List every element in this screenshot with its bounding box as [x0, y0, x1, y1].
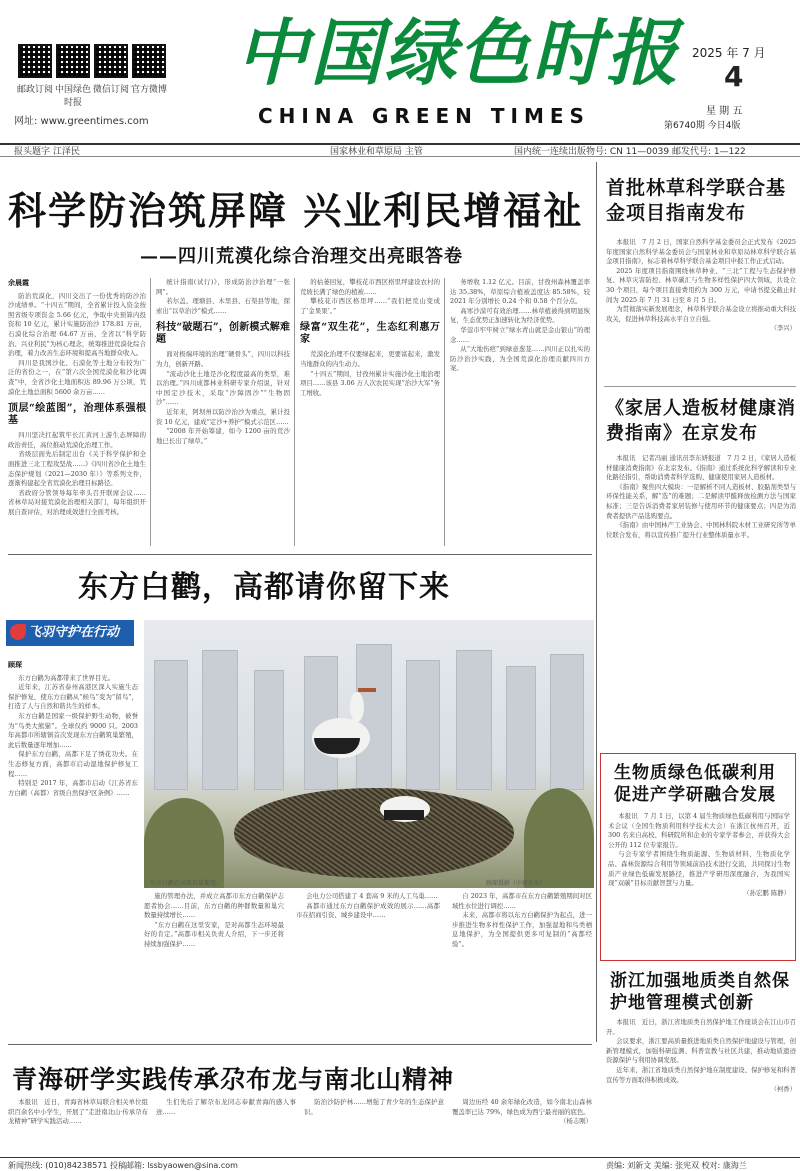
- paragraph: 若尔盖、理塘县、木里县、石渠县等地，探索出“以草治沙”模式……: [156, 297, 290, 315]
- paragraph: 的枯萎回复，攀枝花市西区格里坪建设农村的荒坡长满了绿色的植被……: [300, 278, 440, 296]
- paragraph: 近年来，浙江省地质类自然保护地在制度建设、保护修复和科普宣传等方面取得积极成效。: [606, 1065, 796, 1084]
- paragraph: 周边历经 40 余年绿化改造，如今南北山森林覆盖率已达 79%，绿色成为西宁最亮丽的底色。: [452, 1098, 592, 1116]
- bird-logo-icon: [10, 624, 26, 640]
- paragraph: 攀枝花市西区格里坪……“我们把荒山变成了‘金果果’。”: [300, 297, 440, 315]
- paragraph: 本报讯 近日，浙江省地质类自然保护地工作座谈会在江山市召开。: [606, 1018, 796, 1036]
- qr-code-wechat: [94, 44, 128, 78]
- story-credit: （孙宏鹏 陈静）: [743, 888, 790, 897]
- lead-byline: 余晨霞: [8, 278, 29, 287]
- paragraph: 东方白鹳为高都带来了世界目光。: [18, 673, 115, 682]
- paragraph: 东方白鹳是国家一级保护野生动物，被誉为“鸟类大熊猫”。全球仅约 9000 只。2003 年高都市所辖镇首次发现东方白鹳筑巢繁殖，此后数量逐年增加……: [8, 711, 138, 749]
- date-day: 4: [724, 60, 744, 93]
- qr-code-postal: [18, 44, 52, 78]
- qr-label: 邮政订阅: [16, 85, 53, 95]
- date-weekday: 星 期 五: [706, 106, 743, 117]
- feature-kicker: [6, 620, 134, 646]
- story-body: [608, 812, 790, 956]
- paragraph: 《指南》聚焦四大模块：一是解析不同人造板材、胶黏剂类型与环保性能关系，解“选”的难题；二是解读甲醛释放检测方法与国家标准；三是告诉消费者家居装修与使用环节的健康要点；四是为消费者提供产品选购要点。: [606, 482, 796, 520]
- paragraph: 施的管理办法，并成立高都市东方白鹳保护志愿者协会……目前，东方白鹳的种群数量和巢穴数量持续增长……: [144, 892, 284, 920]
- section-subhead: 顶层“绘蓝图”，治理体系强根基: [8, 403, 146, 427]
- feature-byline: 顾琛: [8, 660, 22, 669]
- qr-label: 微信订阅: [92, 85, 129, 95]
- paragraph: 防治沙防护林……增强了青少年的生态保护意识。: [304, 1098, 444, 1116]
- paragraph: 四川是我国沙化、石漠化等土地分布较为广泛的省份之一，在“第六次全国荒漠化和沙化调查”中，全省沙化土地面积达 89.96 万公顷，荒漠化土地总面积 5600 余万亩……: [8, 358, 146, 396]
- story-headline: 浙江加强地质类自然保护地管理模式创新: [610, 971, 790, 1013]
- feature-headline: 东方白鹳，高都请你留下来: [78, 570, 450, 605]
- paragraph: 荒漠化治理不仅要绿起来，更要富起来，激发当地群众的内生动力。: [300, 350, 440, 368]
- paragraph: 省级层面先后制定出台《关于科学保护和全面推进三北工程攻坚战……》《四川省沙化土地生态保护规划（2021—2030 年）》等系列文件，逐渐构建起全省荒漠化治理目标路径。: [8, 450, 146, 488]
- photo-caption: 东方白鹳在高都筑巢繁殖。: [150, 880, 223, 887]
- feature-photo-storks: [144, 620, 594, 888]
- info-inscription: 报头题字 江泽民: [14, 147, 80, 157]
- paragraph: 与会专家学者围绕生物质能源、生物质材料、生物质化学品、森林资源综合利用等领域前沿技术进行交流，共同探讨生物质产业绿色低碳发展路径，推进产学研用深度融合，为我国实现“双碳”目标贡献智慧与力量。: [608, 850, 790, 888]
- story-body: [606, 454, 796, 744]
- paragraph: “东方白鹳在这里安家，是对高都生态环境最好的肯定。”高都市相关负责人介绍，下一步还将持续加强保护……: [144, 920, 284, 948]
- story-credit: （柯香）: [770, 1085, 796, 1094]
- newspaper-logo: [236, 6, 681, 128]
- paragraph: 防治荒漠化，四川交出了一份优秀的防沙治沙成绩单。“十四五”期间，全省累计投入资金按照省级专项资金 5.66 亿元，争取中央预算内投资和 10 亿元，累计实施防治沙 178.81 万亩，石漠化综合治理 64.67 万亩，全省以“科学防治、兴业利民”为核心理念，统筹推进荒漠化综合治理，着力改善生态环境和提高当地群众收入。: [8, 291, 146, 358]
- qr-label: 中国绿色时报: [54, 85, 91, 108]
- paragraph: 高都市通过东方白鹳保护成效的展示……高都市在招商引资、城乡建设中……: [296, 901, 440, 920]
- column-divider: [294, 278, 295, 546]
- column-divider: [444, 278, 445, 546]
- kicker-label: 飞羽守护在行动: [28, 625, 120, 640]
- bottom-column-1: [8, 1098, 148, 1154]
- story-body: [606, 238, 796, 386]
- lead-column-2: [156, 278, 290, 550]
- paragraph: 本报讯 近日，青海省林草局联合相关单位组织百余名中小学生，开展了“走进南北山·传承尕布龙精神”研学实践活动……: [8, 1098, 148, 1126]
- right-column-divider: [596, 162, 597, 1042]
- paragraph: 为贯彻落实新发展理念，林草科学联合基金设立将推动重大科技攻关，促进林草科技高水平自立自强。: [606, 305, 796, 323]
- section-divider: [8, 1044, 592, 1045]
- issue-date: [664, 44, 792, 131]
- story-body: [606, 1018, 796, 1154]
- section-subhead: 科技“破题石”，创新模式解难题: [156, 322, 290, 346]
- footer: [0, 1157, 800, 1171]
- footer-contact: 新闻热线: (010)84238571 投稿邮箱: lssbyaowen@sina.com: [8, 1161, 238, 1170]
- paragraph: 务增收 1.12 亿元。目前，甘孜州森林覆盖率达 35.38%，草原综合植被盖度达 85.58%，较 2021 年分别增长 0.24 个和 0.58 个百分点。: [450, 278, 590, 306]
- qr-code-weibo: [132, 44, 166, 78]
- lead-column-4: [450, 278, 590, 550]
- info-sponsor: 国家林业和草原局 主管: [330, 147, 423, 157]
- feature-column-1: [8, 660, 138, 1040]
- lead-column-3: [300, 278, 440, 550]
- paragraph: 面对极端环境的治理“硬骨头”，四川以科技为力，创新开路。: [156, 350, 290, 368]
- paragraph: 统计指南(试行)》，形成防治沙治理“一张网”。: [156, 278, 290, 296]
- section-subhead: 绿富“双生花”，生态红利惠万家: [300, 322, 440, 346]
- qr-label: 官方微博: [130, 85, 167, 95]
- feature-column-3: [296, 892, 440, 1042]
- paragraph: 本报讯 记者冯丽 通讯员李东妍报道 7 月 2 日，《家居人造板材健康消费指南》在北京发布。《指南》通过系统化科学解读和专业化路径指引，帮助消费者科学选购、健康使用家居人造板材。: [606, 454, 796, 482]
- bottom-column-3: [304, 1098, 444, 1154]
- photo-credit: 顾琛摄影（中新社发）: [486, 880, 547, 887]
- paragraph: 保护东方白鹳，高都下足了绣花功夫。在生态修复方面，高都市启动湿地保护修复工程……: [8, 750, 138, 778]
- lead-column-1: [8, 278, 146, 550]
- paragraph: “流动沙化土地是沙化程度最高的类型，难以治理。”四川成都林业科研专家介绍说，针对中国定沙技术，采取“沙障固沙”“生物固沙”……: [156, 369, 290, 407]
- bottom-column-4: [452, 1098, 592, 1154]
- story-headline: 《家居人造板材健康消费指南》在京发布: [606, 398, 796, 444]
- paragraph: 近年来，江苏省泰州高港区深入实施生态保护修复，使东方白鹳从“候鸟”变为“留鸟”，打造了人与自然和谐共生的样本。: [8, 683, 138, 711]
- paragraph: 特别是 2017 年，高都市启动《江苏省东方白鹳（高都）省级自然保护区条例》……: [8, 779, 138, 797]
- footer-editors: 责编: 刘新文 美编: 张宪双 校对: 康海兰: [606, 1161, 747, 1170]
- website-url[interactable]: 网址: www.greentimes.com: [14, 116, 149, 127]
- paragraph: 近年来，阿坝州以防沙治沙为重点，累计投资 10 亿元，建成“定沙+养护”模式示范区……: [156, 407, 290, 426]
- lead-subhead: ——四川荒漠化综合治理交出亮眼答卷: [140, 246, 463, 267]
- bottom-headline: 青海研学实践传承尕布龙与南北山精神: [12, 1065, 455, 1094]
- paragraph: 2025 年度项目指南围绕林草种业、“三北”工程与生态保护修复、林草灾害防控、林草碳汇与生物多样性保护四大领域，共设立 30 个项目，每个项目直接费用约为 300 万元，申请书提交截止时间为 2025 年 7 月 31 日至 8 月 5 日。: [606, 266, 796, 304]
- paragraph: 本报讯 7 月 2 日，国家自然科学基金委员会正式发布《2025 年度国家自然科学基金委员会与国家林业和草原局林草科学联合基金项目指南》，标志着林草科学联合基金项目申报工作正式启动。: [606, 238, 796, 266]
- paragraph: 高寒沙漠可有效治理……林草植被得到明显恢复，生态优势正加速转化为经济优势。: [450, 306, 590, 325]
- story-credit: （李兴）: [770, 324, 796, 333]
- paragraph: 自 2023 年，高都市在东方白鹳繁殖期间对区域性水位进行调控……: [452, 892, 592, 910]
- logo-title-cn: 中国绿色时报: [236, 10, 681, 95]
- story-credit: （杨志刚）: [560, 1117, 592, 1126]
- feature-column-4: [452, 892, 592, 1042]
- lead-headline: 科学防治筑屏障 兴业利民增福祉: [8, 188, 584, 233]
- bottom-column-2: [156, 1098, 296, 1154]
- paragraph: 本报讯 7 月 1 日，以第 4 届生物质绿色低碳利用与国际学术会议（全国生物质利用科学技术大会）在浙江杭州召开，近 300 名来自高校、科研院所和企业的专家学者参会，并获得大会公开的 112 位专家报告。: [608, 812, 790, 849]
- paragraph: 生们先后了解尕布龙同志奉献青海的感人事迹……: [156, 1098, 296, 1116]
- feature-column-2: [144, 892, 284, 1042]
- story-headline: 首批林草科学联合基金项目指南发布: [606, 177, 787, 224]
- logo-title-en: CHINA GREEN TIMES: [258, 104, 590, 128]
- column-divider: [150, 278, 151, 546]
- story-headline: 生物质绿色低碳利用促进产学研融合发展: [614, 763, 776, 805]
- paragraph: 《指南》由中国林产工业协会、中国林科院木材工业研究所等单位联合发布，将以宣传推广提升行业整体质量水平。: [606, 521, 796, 539]
- paragraph: 未来，高都市将以东方白鹳保护为起点，进一步推进生物多样性保护工作，加强湿地和鸟类栖息地保护，为全国提供更多可复制的“高都经验”。: [452, 911, 592, 948]
- info-issn: 国内统一连续出版物号: CN 11—0039 邮发代号: 1—122: [514, 147, 746, 157]
- paragraph: 华蓥市牢牢树立“绿水青山就是金山银山”的理念……: [450, 325, 590, 344]
- qr-code-site: [56, 44, 90, 78]
- paragraph: 会电力公司搭建了 4 套高 9 米的人工鸟巢……: [306, 892, 438, 900]
- paragraph: “2008 年开始筹建，如今 1200 亩的荒沙地已长出了绿草。”: [156, 427, 290, 445]
- masthead: [0, 0, 800, 140]
- section-divider: [8, 554, 592, 555]
- paragraph: 四川坚决扛起筑牢长江黄河上游生态屏障的政治责任，高位推动荒漠化治理工作。: [8, 431, 146, 449]
- paragraph: 从“大地伤疤”到绿意葱茏……四川正以扎实的防沙治沙实践，为全国荒漠化治理贡献四川方案。: [450, 345, 590, 373]
- info-bar: [0, 143, 800, 157]
- story-divider: [604, 386, 796, 387]
- date-year-month: 2025 年 7 月: [692, 46, 766, 60]
- paragraph: 会议要求，浙江要高质量推进地质类自然保护地建设与管理，创新管理模式，加强科研监测、科普宣教与社区共建，推动地质遗迹资源保护与利用协调发展。: [606, 1037, 796, 1065]
- paragraph: 省政府分管领导每年牵头召开联席会议……省林草局对接荒漠化治理相关部门，每年组织开展自查评估，对治理成效进行全面考核。: [8, 488, 146, 516]
- paragraph: “十四五”期间，甘孜州累计实施沙化土地治理项目……该县 3.06 万人次农民实现“治沙大军”务工增收。: [300, 369, 440, 397]
- edition-info: 第6740期 今日4版: [664, 121, 741, 131]
